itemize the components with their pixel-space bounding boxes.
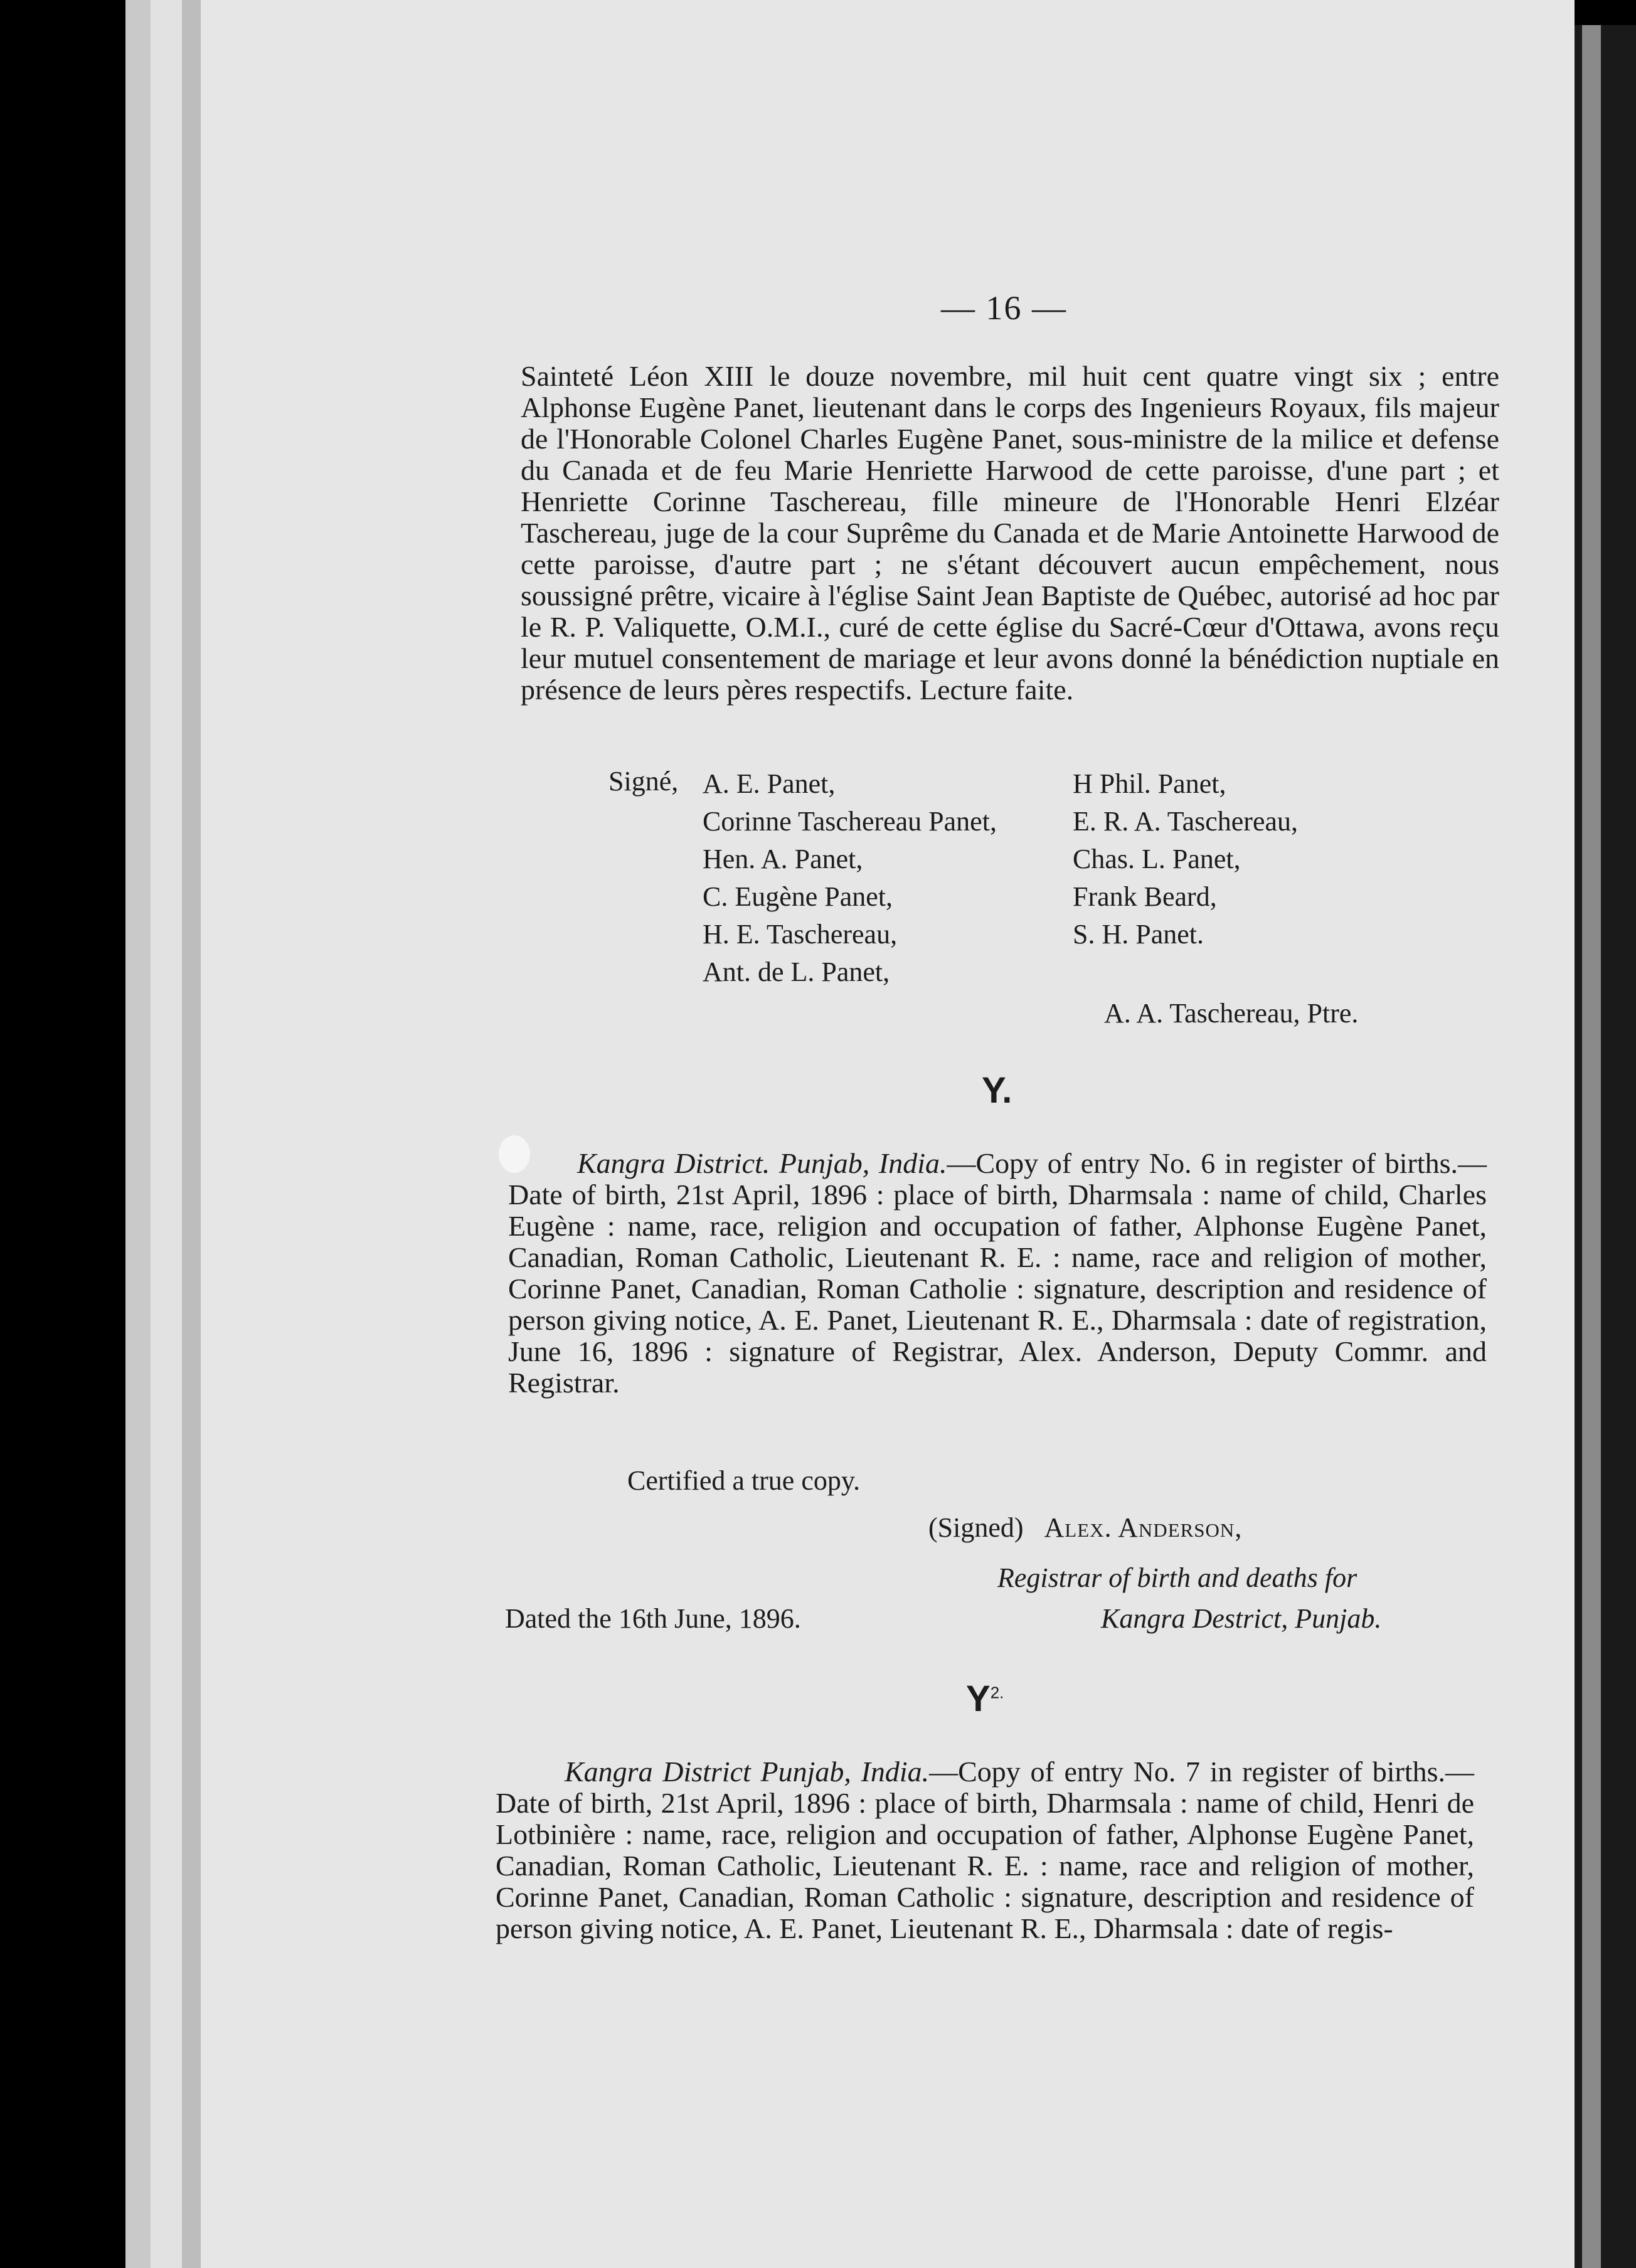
section-y-place: Kangra District. Punjab, India. bbox=[577, 1147, 947, 1179]
dated-line: Dated the 16th June, 1896. bbox=[505, 1603, 801, 1634]
section-y-paragraph bbox=[508, 1148, 1487, 1399]
signed-line bbox=[928, 1512, 1242, 1544]
registrar-district: Kangra Destrict, Punjab. bbox=[1101, 1603, 1382, 1634]
section-heading-y2: $Y^{2.}$ bbox=[966, 1678, 1004, 1719]
signed-name: Alex. Anderson, bbox=[1044, 1512, 1243, 1543]
registrar-title: Registrar of birth and deaths for bbox=[997, 1562, 1357, 1593]
officiant-signature: A. A. Taschereau, Ptre. bbox=[1104, 998, 1359, 1029]
signatures-right-column bbox=[1073, 765, 1298, 953]
section-y2-text: —Copy of entry No. 7 in register of births.—Date of birth, 21st April, 1896 : place of birth, Dharmsala : name of child, Henri de Lotbinière : name, race, religion and occupation of father, Alphonse Eugène Panet, Canadian, Roman Catholic, Lieutenant R. E. : name, race and religion of mother, Corinne Panet, Canadian, Roman Catholic : signature, description and residence of person giving notice, A. E. Panet, Lieutenant R. E., Dharmsala : date of regis- bbox=[496, 1756, 1475, 1944]
certified-copy: Certified a true copy. bbox=[627, 1465, 860, 1496]
heading-superscript: 2. bbox=[990, 1683, 1004, 1702]
signature-line: Corinne Taschereau Panet, bbox=[703, 806, 997, 837]
signature-line: S. H. Panet. bbox=[1073, 919, 1204, 950]
section-y-text: —Copy of entry No. 6 in register of births.—Date of birth, 21st April, 1896 : place of birth, Dharmsala : name of child, Charles Eugène : name, race, religion and occupation of father, Alphonse Eugène Panet, Canadian, Roman Catholic, Lieutenant R. E. : name, race and religion of mother, Corinne Panet, Canadian, Roman Catholie : signature, description and residence of person giving notice, A. E. Panet, Lieutenant R. E., Dharmsala : date of registration, June 16, 1896 : signature of Registrar, Alex. Anderson, Deputy Commr. and Registrar. bbox=[508, 1147, 1487, 1399]
signature-line: Hen. A. Panet, bbox=[703, 844, 863, 874]
signed-prefix: (Signed) bbox=[928, 1512, 1024, 1543]
signature-line: C. Eugène Panet, bbox=[703, 881, 893, 912]
signatures-label: Signé, bbox=[608, 766, 679, 797]
signature-line: H. E. Taschereau, bbox=[703, 919, 898, 950]
page-number: — 16 — bbox=[941, 289, 1067, 327]
signature-line: E. R. A. Taschereau, bbox=[1073, 806, 1299, 837]
signatures-left-column bbox=[703, 765, 997, 991]
signature-line: Chas. L. Panet, bbox=[1073, 844, 1241, 874]
opposite-page-edge bbox=[1575, 25, 1636, 2268]
signature-line: A. E. Panet, bbox=[703, 768, 836, 799]
section-y2-paragraph bbox=[496, 1756, 1474, 1944]
section-heading-y: Y. bbox=[982, 1070, 1012, 1111]
french-paragraph: Sainteté Léon XIII le douze novembre, mil huit cent quatre vingt six ; entre Alphonse Eugène Panet, lieutenant dans le corps des Ingenieurs Royaux, fils majeur de l'Honorable Colonel Charles Eugène Panet, sous-ministre de la milice et defense du Canada et de feu Marie Henriette Harwood de cette paroisse, d'une part ; et Henriette Corinne Taschereau, fille mineure de l'Honorable Henri Elzéar Taschereau, juge de la cour Suprême du Canada et de Marie Antoinette Harwood de cette paroisse, d'autre part ; ne s'étant découvert aucun empêchement, nous soussigné prêtre, vicaire à l'église Saint Jean Baptiste de Québec, autorisé ad hoc par le R. P. Valiquette, O.M.I., curé de cette église du Sacré-Cœur d'Ottawa, avons reçu leur mutuel consentement de mariage et leur avons donné la bénédiction nuptiale en présence de leurs pères respectifs. Lecture faite. bbox=[521, 360, 1499, 706]
signature-line: Ant. de L. Panet, bbox=[703, 956, 890, 987]
signature-line: H Phil. Panet, bbox=[1073, 768, 1226, 799]
section-y2-place: Kangra District Punjab, India. bbox=[565, 1756, 930, 1788]
signature-line: Frank Beard, bbox=[1073, 881, 1217, 912]
